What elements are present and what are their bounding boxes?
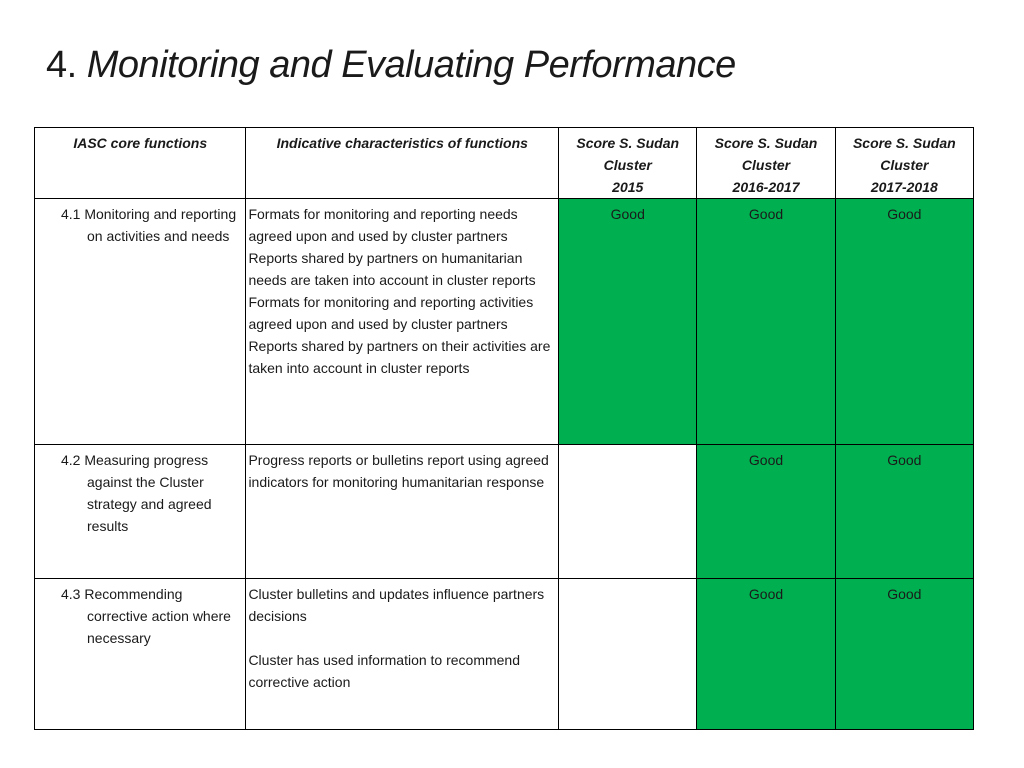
function-cell: 4.1 Monitoring and reporting on activities and needs xyxy=(35,199,246,445)
header-score-2016-2017: Score S. Sudan Cluster 2016-2017 xyxy=(697,128,835,199)
title-text: Monitoring and Evaluating Performance xyxy=(86,44,736,86)
score-cell-2016-2017: Good xyxy=(697,579,835,730)
score-cell-2015: Good xyxy=(559,199,697,445)
score-cell-2016-2017: Good xyxy=(697,445,835,579)
score-cell-2017-2018: Good xyxy=(835,445,973,579)
header-characteristics: Indicative characteristics of functions xyxy=(246,128,559,199)
table-row xyxy=(35,445,974,579)
header-score-2017-2018: Score S. Sudan Cluster 2017-2018 xyxy=(835,128,973,199)
characteristics-cell: Cluster bulletins and updates influence partners decisions Cluster has used information to recommend corrective action xyxy=(246,579,559,730)
score-cell-2017-2018: Good xyxy=(835,199,973,445)
function-cell: 4.2 Measuring progress against the Cluster strategy and agreed results xyxy=(35,445,246,579)
function-cell: 4.3 Recommending corrective action where necessary xyxy=(35,579,246,730)
characteristics-cell: Progress reports or bulletins report using agreed indicators for monitoring humanitarian response xyxy=(246,445,559,579)
table-row xyxy=(35,199,974,445)
header-core-functions: IASC core functions xyxy=(35,128,246,199)
title-number: 4. xyxy=(46,44,77,86)
table-header-row xyxy=(35,128,974,199)
characteristics-cell: Formats for monitoring and reporting needs agreed upon and used by cluster partners Reports shared by partners on humanitarian needs are taken into account in cluster reports Formats for monitoring and reporting activities agreed upon and used by cluster partners Reports shared by partners on their activities are taken into account in cluster reports xyxy=(246,199,559,445)
score-cell-2017-2018: Good xyxy=(835,579,973,730)
header-score-2015: Score S. Sudan Cluster 2015 xyxy=(559,128,697,199)
page-title xyxy=(46,44,736,87)
table-row xyxy=(35,579,974,730)
score-cell-2016-2017: Good xyxy=(697,199,835,445)
score-cell-2015 xyxy=(559,445,697,579)
score-cell-2015 xyxy=(559,579,697,730)
performance-table xyxy=(34,127,974,730)
